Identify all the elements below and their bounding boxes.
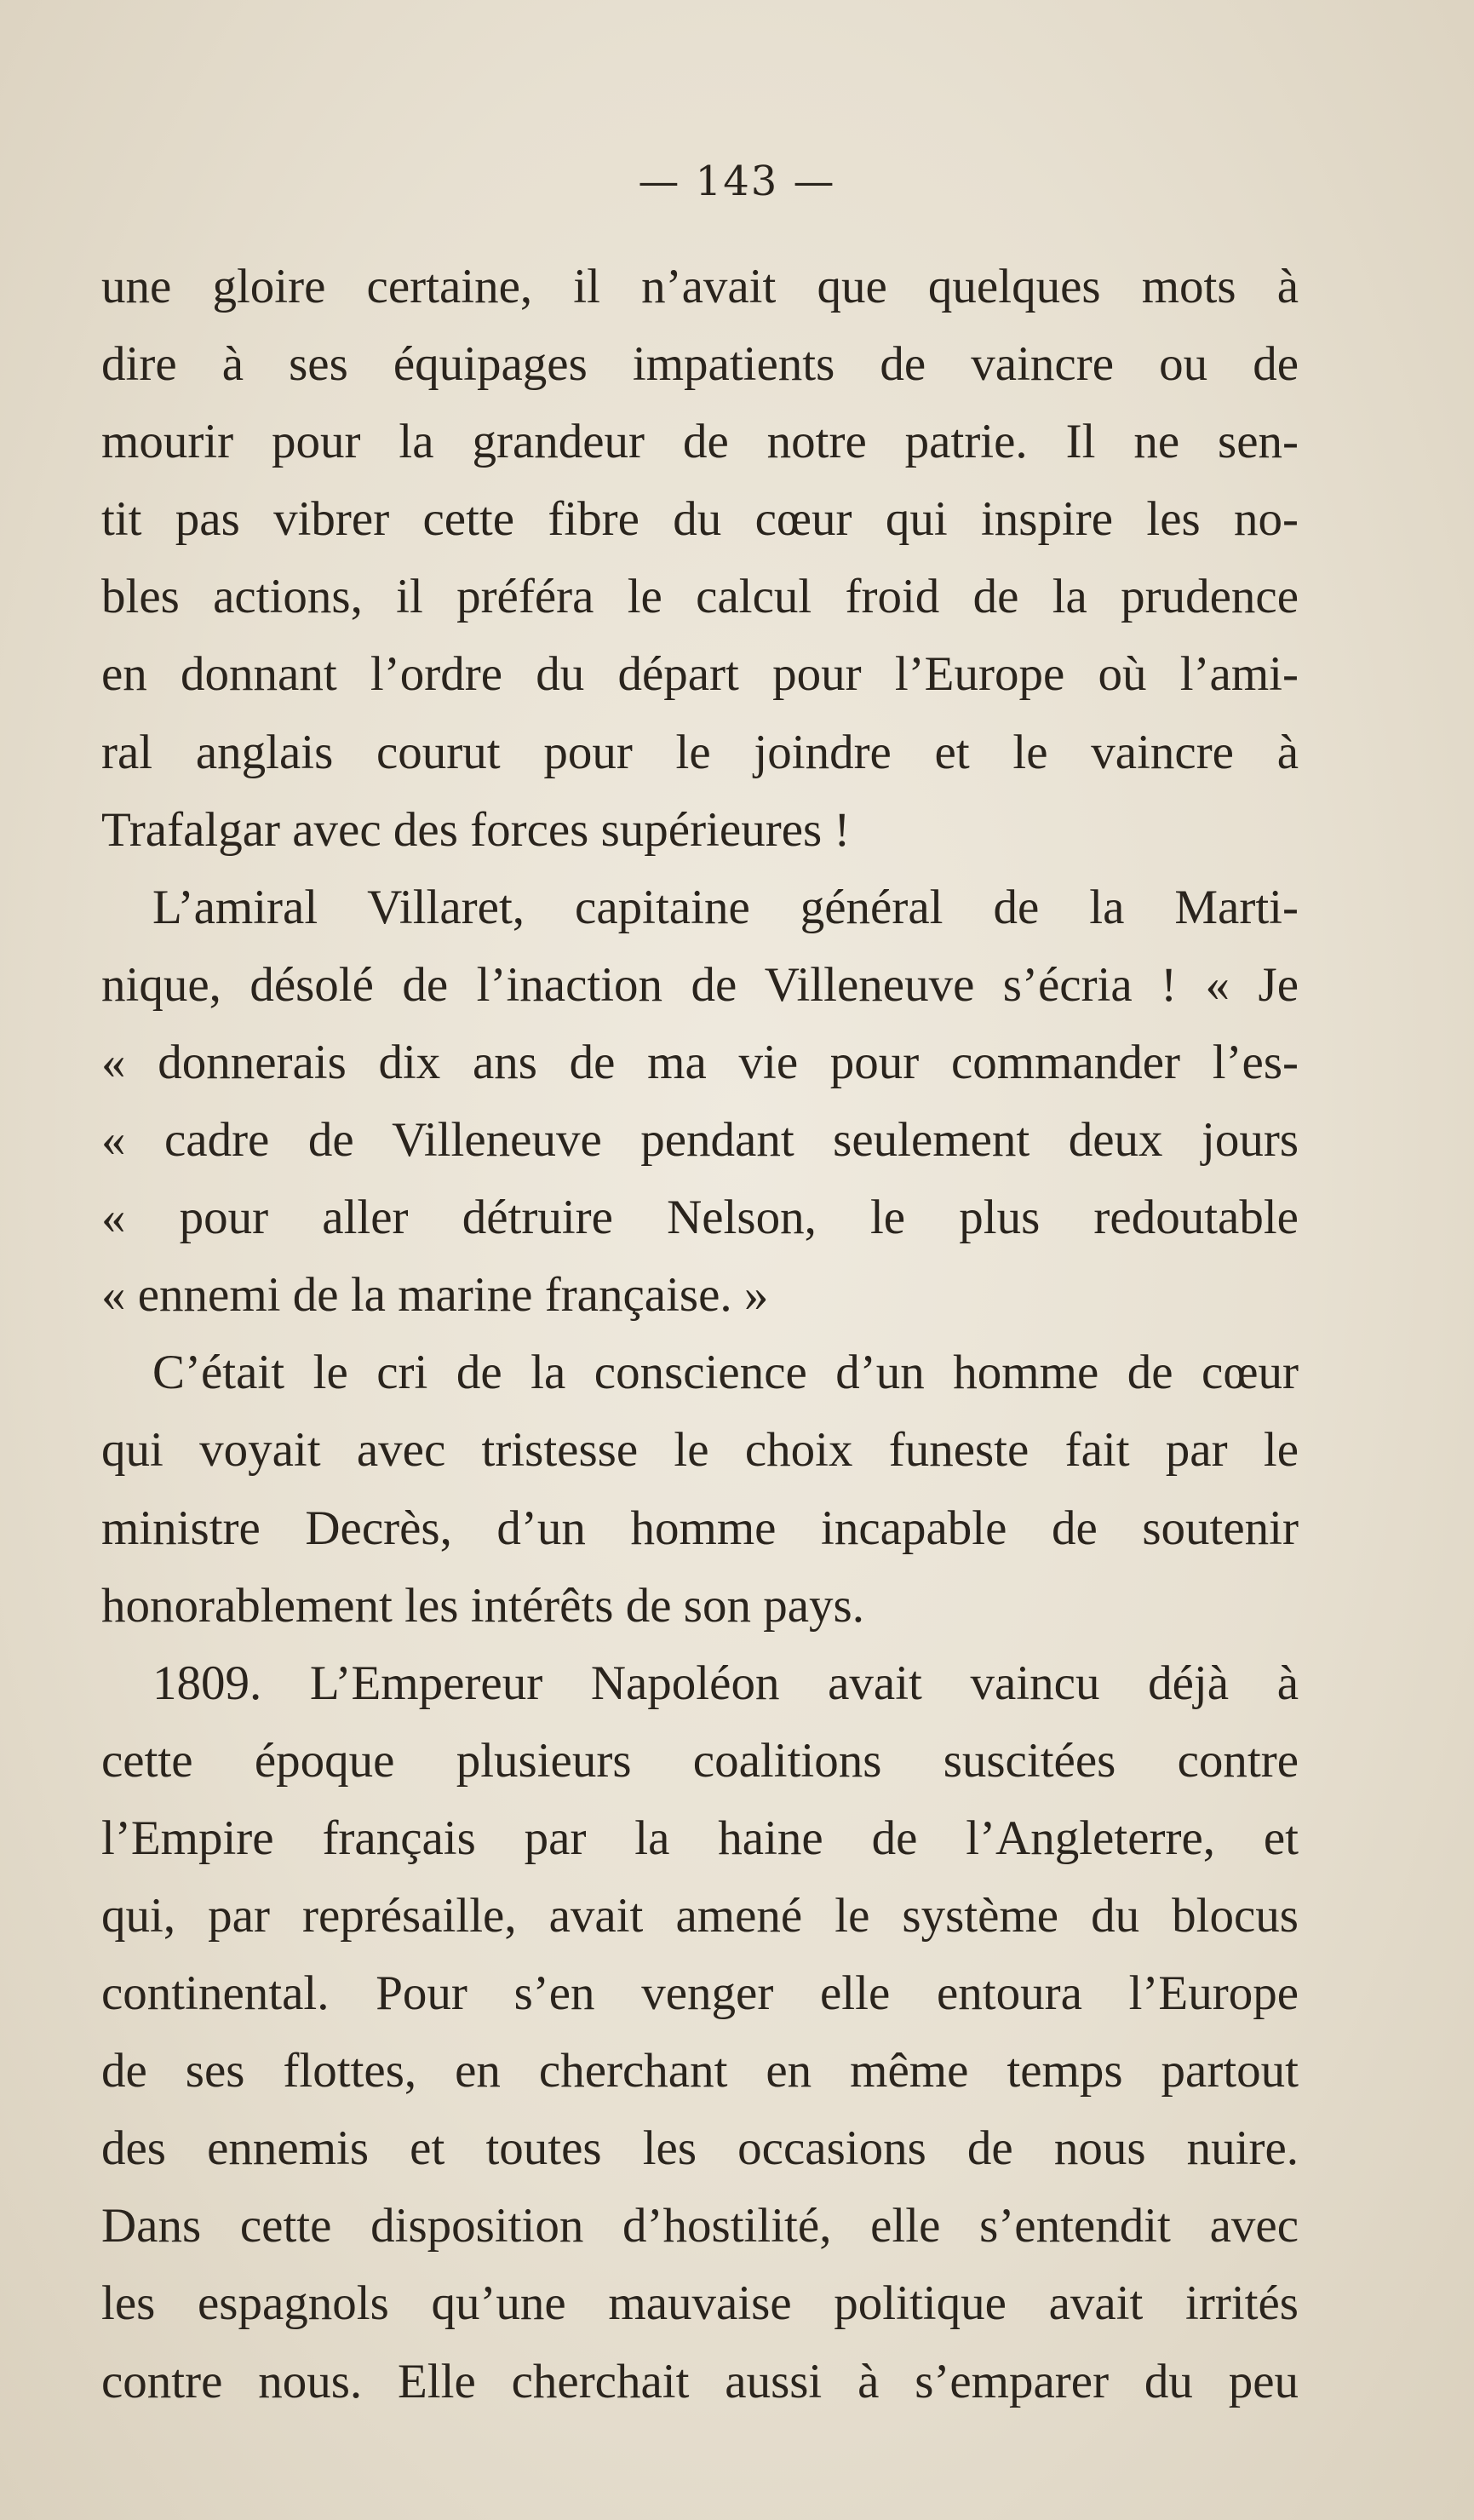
text-line: « donnerais dix ans de ma vie pour commander l’es- (101, 1035, 1299, 1089)
text-line: qui voyait avec tristesse le choix funeste fait par le (101, 1423, 1299, 1478)
text-line: continental. Pour s’en venger elle entoura l’Europe (101, 1966, 1299, 2021)
text-line: ministre Decrès, d’un homme incapable de soutenir (101, 1501, 1299, 1555)
text-line: cette époque plusieurs coalitions suscitées contre (101, 1733, 1299, 1788)
text-line: honorablement les intérêts de son pays. (101, 1578, 864, 1633)
text-line: « pour aller détruire Nelson, le plus redoutable (101, 1191, 1299, 1245)
text-line: les espagnols qu’une mauvaise politique avait irrités (101, 2276, 1299, 2331)
text-line: dire à ses équipages impatients de vaincre ou de (101, 337, 1299, 392)
text-line: bles actions, il préféra le calcul froid de la prudence (101, 570, 1299, 624)
text-line: 1809. L’Empereur Napoléon avait vaincu déjà à (152, 1656, 1299, 1710)
text-line: de ses flottes, en cherchant en même temps partout (101, 2044, 1299, 2098)
text-line: une gloire certaine, il n’avait que quelques mots à (101, 260, 1299, 313)
text-line: mourir pour la grandeur de notre patrie. Il ne sen- (101, 415, 1299, 469)
text-line: « cadre de Villeneuve pendant seulement deux jours (101, 1113, 1299, 1168)
text-line: contre nous. Elle cherchait aussi à s’emparer du peu (101, 2354, 1299, 2408)
text-line: qui, par représaille, avait amené le système du blocus (101, 1888, 1299, 1943)
text-line: C’était le cri de la conscience d’un homme de cœur (152, 1346, 1299, 1400)
text-line: en donnant l’ordre du départ pour l’Europe où l’ami- (101, 647, 1299, 702)
text-line: des ennemis et toutes les occasions de nous nuire. (101, 2121, 1299, 2176)
body-text (101, 248, 1299, 2420)
text-line: ral anglais courut pour le joindre et le vaincre à (101, 725, 1299, 779)
text-line: l’Empire français par la haine de l’Angleterre, et (101, 1811, 1299, 1865)
text-line: Trafalgar avec des forces supérieures ! (101, 802, 851, 857)
text-line: tit pas vibrer cette fibre du cœur qui inspire les no- (101, 492, 1299, 547)
text-line: Dans cette disposition d’hostilité, elle s’entendit avec (101, 2199, 1299, 2253)
text-line: nique, désolé de l’inaction de Villeneuve s’écria ! « Je (101, 957, 1299, 1012)
text-line: « ennemi de la marine française. » (101, 1268, 769, 1323)
page-number: — 143 — (638, 158, 836, 205)
text-line: L’amiral Villaret, capitaine général de la Marti- (152, 880, 1299, 934)
